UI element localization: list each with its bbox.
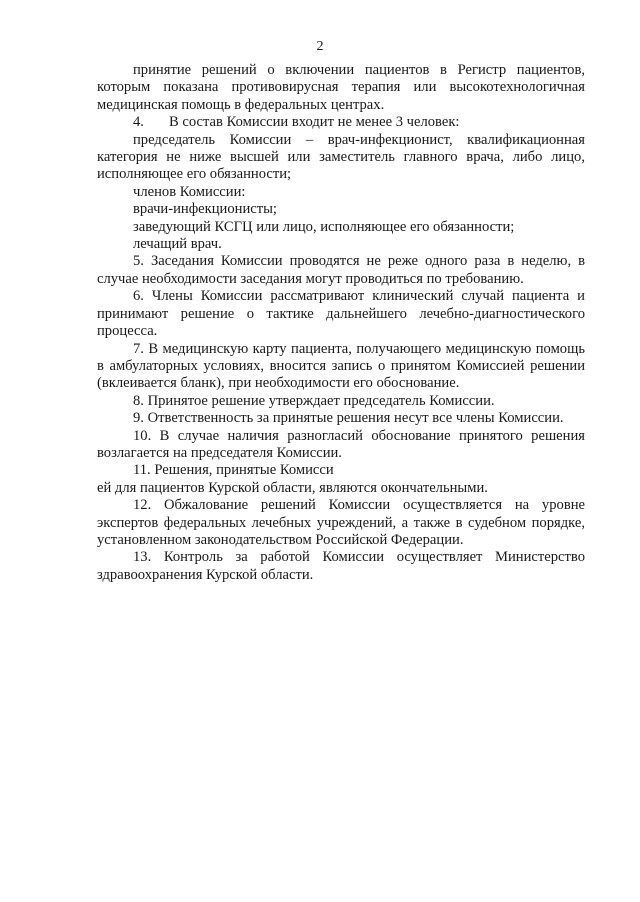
item-4-text: В состав Комиссии входит не менее 3 человек: bbox=[169, 114, 460, 131]
paragraph-item-6: 6. Члены Комиссии рассматривают клинический случай пациента и принимают решение о тактике дальнейшего лечебно-диагностического процесса. bbox=[97, 288, 585, 340]
paragraph-item-11-line-1: 11. Решения, принятые Комисси bbox=[133, 462, 334, 479]
paragraph-item-7: 7. В медицинскую карту пациента, получающего медицинскую помощь в амбулаторных условиях, вносится запись о принятом Комиссией решении (вклеивается бланк), при необходимости его обоснование. bbox=[97, 340, 585, 392]
paragraph-item-10: 10. В случае наличия разногласий обоснование принятого решения возлагается на председателя Комиссии. bbox=[97, 427, 585, 461]
line-attending: лечащий врач. bbox=[133, 236, 222, 253]
paragraph-item-5: 5. Заседания Комиссии проводятся не реже одного раза в неделю, в случае необходимости заседания могут проводиться по требованию. bbox=[97, 253, 585, 287]
page-number: 2 bbox=[316, 39, 324, 54]
line-head: заведующий КСГЦ или лицо, исполняющее его обязанности; bbox=[133, 218, 515, 235]
item-4-number: 4. bbox=[133, 114, 144, 131]
line-members: членов Комиссии: bbox=[133, 183, 246, 200]
paragraph-chairman: председатель Комиссии – врач-инфекционист, квалификационная категория не ниже высшей или заместитель главного врача, либо лицо, исполняющее его обязанности; bbox=[97, 131, 585, 183]
paragraph-item-9: 9. Ответственность за принятые решения несут все члены Комиссии. bbox=[133, 410, 564, 427]
paragraph-item-11-line-2: ей для пациентов Курской области, являются окончательными. bbox=[97, 479, 488, 496]
document-body bbox=[97, 62, 585, 584]
paragraph-intro: принятие решений о включении пациентов в Регистр пациентов, которым показана противовирусная терапия или высокотехнологичная медицинская помощь в федеральных центрах. bbox=[97, 62, 585, 113]
paragraph-item-13: 13. Контроль за работой Комиссии осуществляет Министерство здравоохранения Курской области. bbox=[97, 549, 585, 583]
paragraph-item-8: 8. Принятое решение утверждает председатель Комиссии. bbox=[133, 392, 495, 409]
paragraph-item-4 bbox=[97, 114, 585, 131]
paragraph-item-12: 12. Обжалование решений Комиссии осуществляется на уровне экспертов федеральных лечебных учреждений, а также в судебном порядке, установленном законодательством Российской Федерации. bbox=[97, 497, 585, 548]
line-doctors: врачи-инфекционисты; bbox=[133, 201, 277, 218]
